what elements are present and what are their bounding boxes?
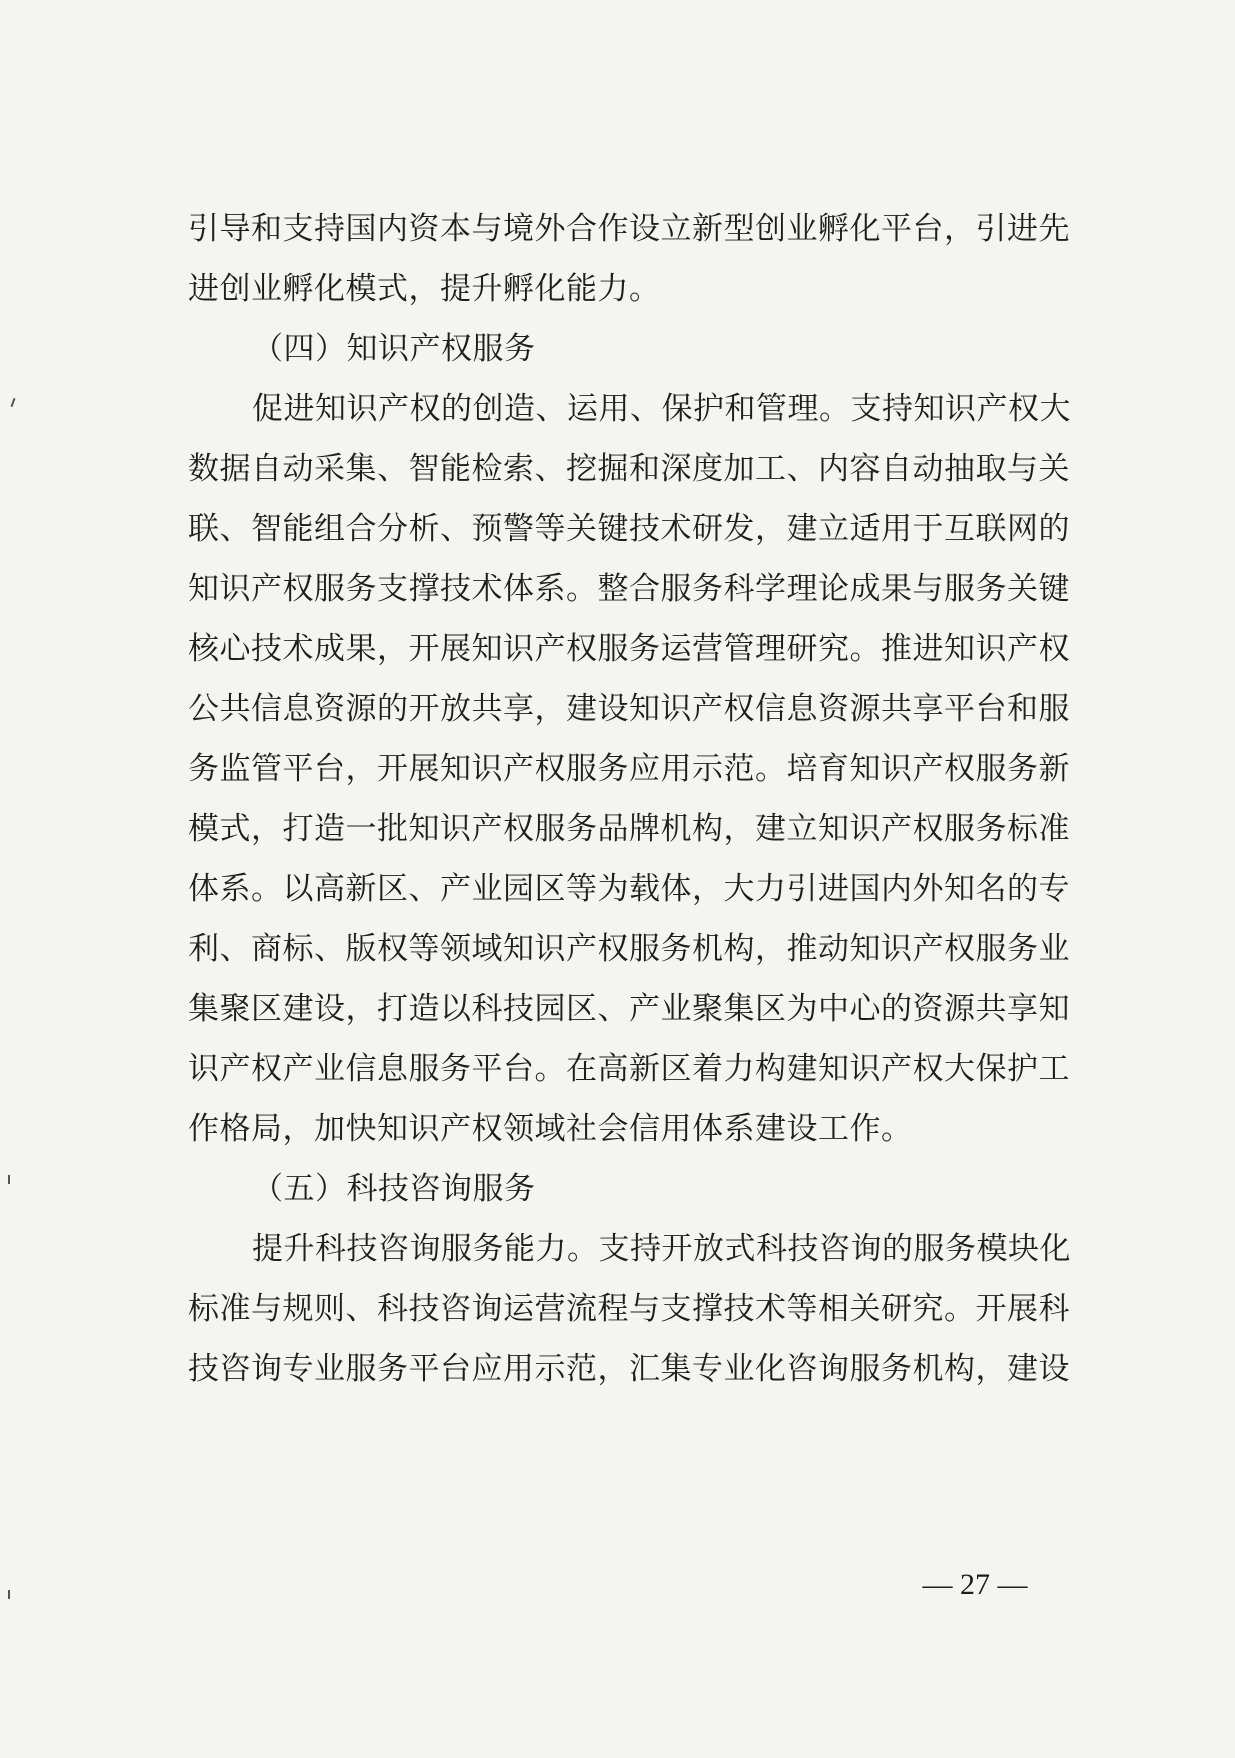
text-line: 知识产权服务支撑技术体系。整合服务科学理论成果与服务关键	[188, 571, 1070, 607]
section-heading-5: （五）科技咨询服务	[252, 1171, 536, 1207]
text-line: 识产权产业信息服务平台。在高新区着力构建知识产权大保护工	[188, 1051, 1070, 1087]
paragraph-first-line: 提升科技咨询服务能力。支持开放式科技咨询的服务模块化	[252, 1231, 1071, 1267]
text-line: 标准与规则、科技咨询运营流程与支撑技术等相关研究。开展科	[188, 1291, 1070, 1327]
text-line: 核心技术成果，开展知识产权服务运营管理研究。推进知识产权	[188, 631, 1070, 667]
text-line: 作格局，加快知识产权领域社会信用体系建设工作。	[188, 1111, 913, 1147]
text-line: 模式，打造一批知识产权服务品牌机构，建立知识产权服务标准	[188, 811, 1070, 847]
text-line: 联、智能组合分析、预警等关键技术研发，建立适用于互联网的	[188, 511, 1070, 547]
section-heading-4: （四）知识产权服务	[252, 331, 536, 367]
text-line: 公共信息资源的开放共享，建设知识产权信息资源共享平台和服	[188, 691, 1070, 727]
scan-mark	[8, 1175, 10, 1184]
text-line: 集聚区建设，打造以科技园区、产业聚集区为中心的资源共享知	[188, 991, 1070, 1027]
page-number: — 27 —	[922, 1568, 1028, 1601]
paragraph-first-line: 促进知识产权的创造、运用、保护和管理。支持知识产权大	[252, 391, 1071, 427]
text-line: 务监管平台，开展知识产权服务应用示范。培育知识产权服务新	[188, 751, 1070, 787]
text-line: 技咨询专业服务平台应用示范，汇集专业化咨询服务机构，建设	[188, 1351, 1070, 1387]
scan-mark	[8, 1590, 10, 1599]
text-line: 利、商标、版权等领域知识产权服务机构，推动知识产权服务业	[188, 931, 1070, 967]
text-line: 数据自动采集、智能检索、挖掘和深度加工、内容自动抽取与关	[188, 451, 1070, 487]
text-line: 进创业孵化模式，提升孵化能力。	[188, 271, 661, 307]
scan-mark	[11, 398, 16, 407]
text-line: 引导和支持国内资本与境外合作设立新型创业孵化平台，引进先	[188, 211, 1070, 247]
text-line: 体系。以高新区、产业园区等为载体，大力引进国内外知名的专	[188, 871, 1070, 907]
